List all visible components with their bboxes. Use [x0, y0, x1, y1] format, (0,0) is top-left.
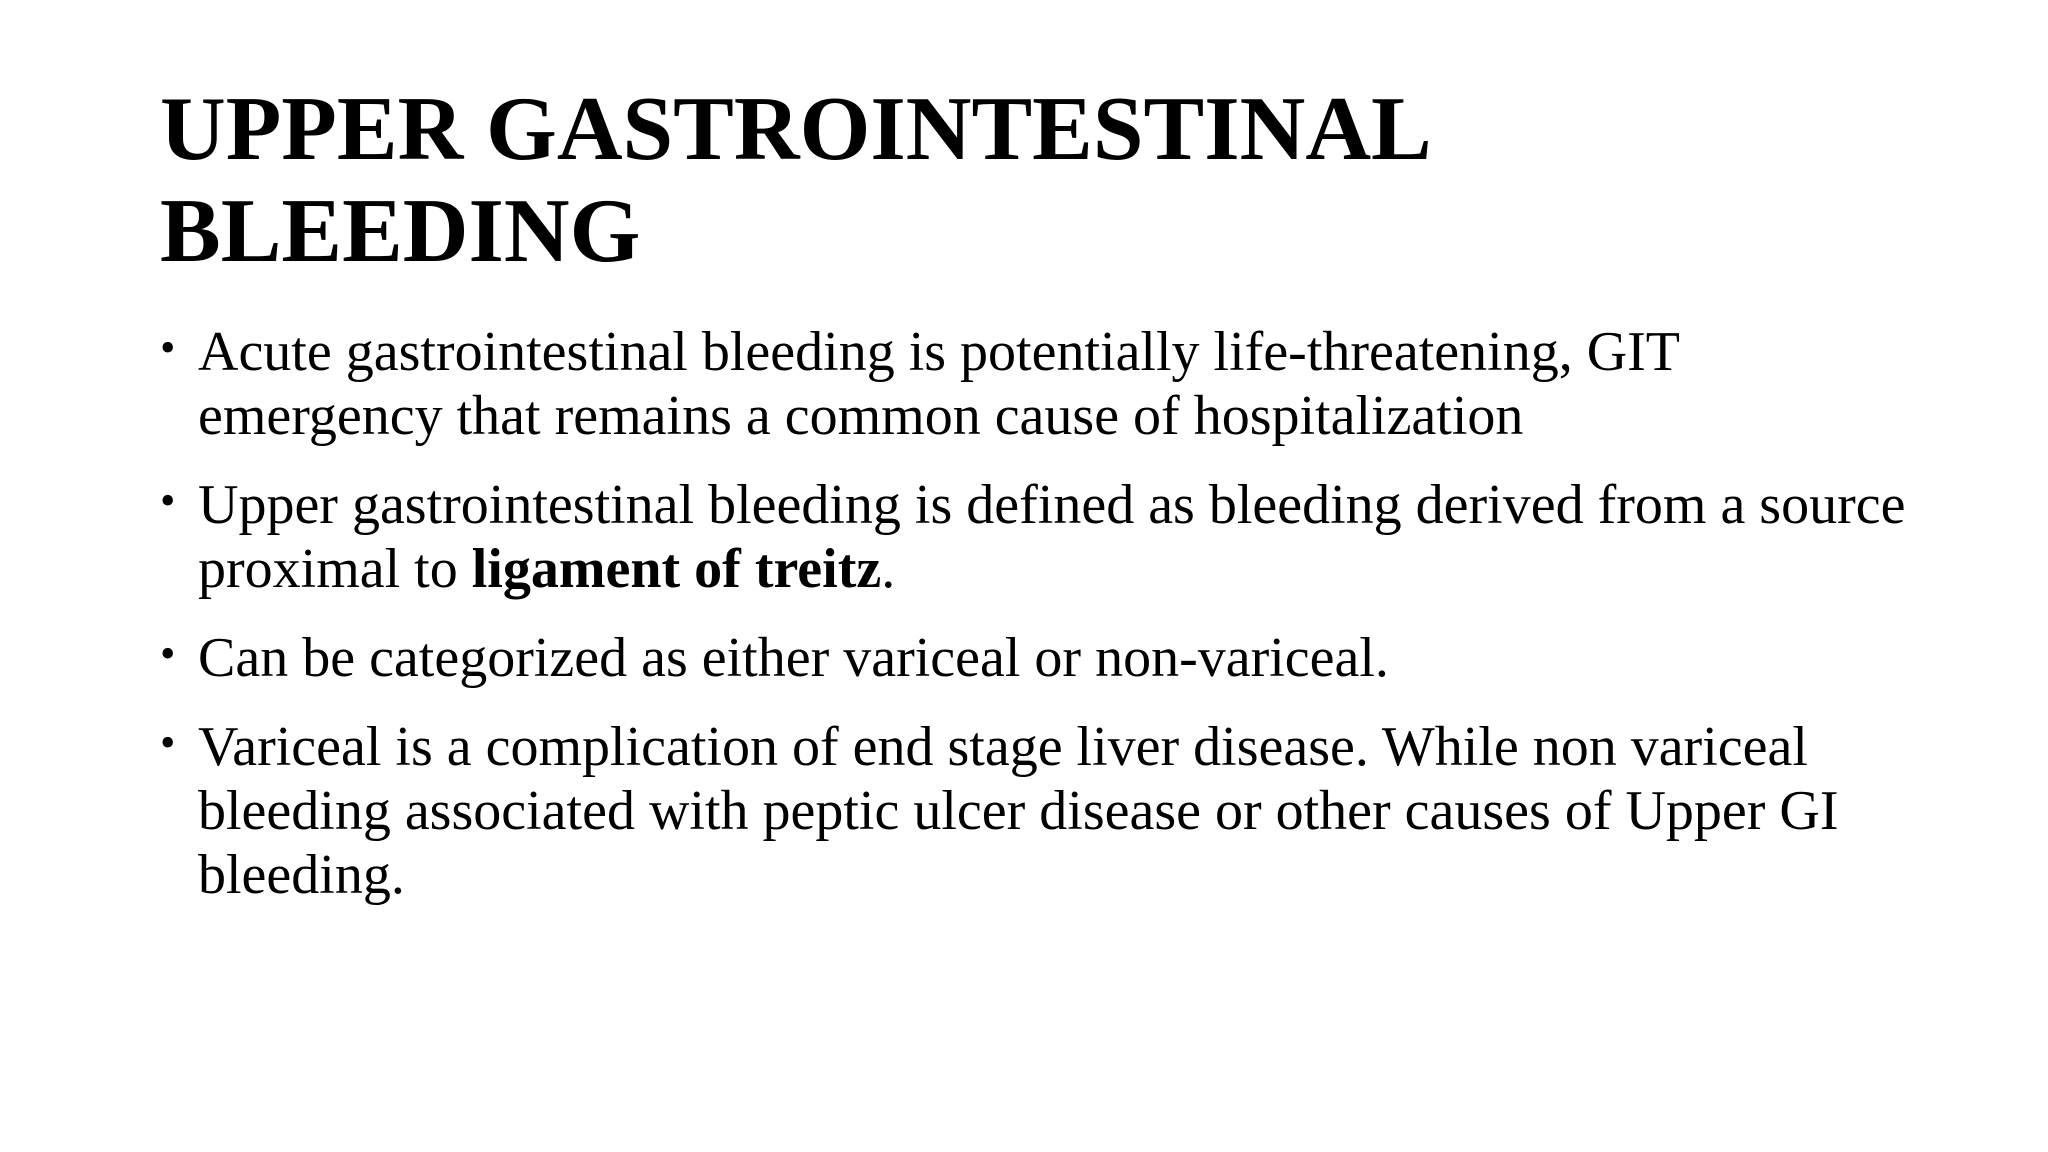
bullet-text-bold-ligament: ligament of treitz — [471, 538, 882, 600]
bullet-icon: • — [160, 629, 176, 678]
bullet-list — [160, 320, 1920, 932]
bullet-text-after: . — [881, 538, 896, 600]
bullet-text-before: Upper gastrointestinal bleeding is defined as bleeding derived from a source proximal to — [198, 474, 1906, 600]
slide-title — [160, 78, 1920, 282]
bullet-icon: • — [160, 718, 176, 767]
bullet-item-definition — [160, 473, 1920, 601]
slide-title-line-1: UPPER GASTROINTESTINAL — [160, 78, 1432, 179]
bullet-text: Can be categorized as either variceal or non-variceal. — [198, 627, 1389, 689]
bullet-item-categories — [160, 626, 1920, 690]
bullet-text: Acute gastrointestinal bleeding is potentially life-threatening, GIT emergency that remains a common cause of hospitalization — [198, 321, 1679, 447]
bullet-icon: • — [160, 476, 176, 525]
bullet-item-acute-bleeding — [160, 320, 1920, 448]
bullet-text — [198, 474, 1905, 600]
bullet-icon: • — [160, 323, 176, 372]
bullet-item-variceal — [160, 715, 1920, 907]
slide-title-line-2: BLEEDING — [160, 180, 641, 281]
bullet-text: Variceal is a complication of end stage liver disease. While non variceal bleeding associated with peptic ulcer disease or other causes of Upper GI bleeding. — [198, 716, 1839, 906]
